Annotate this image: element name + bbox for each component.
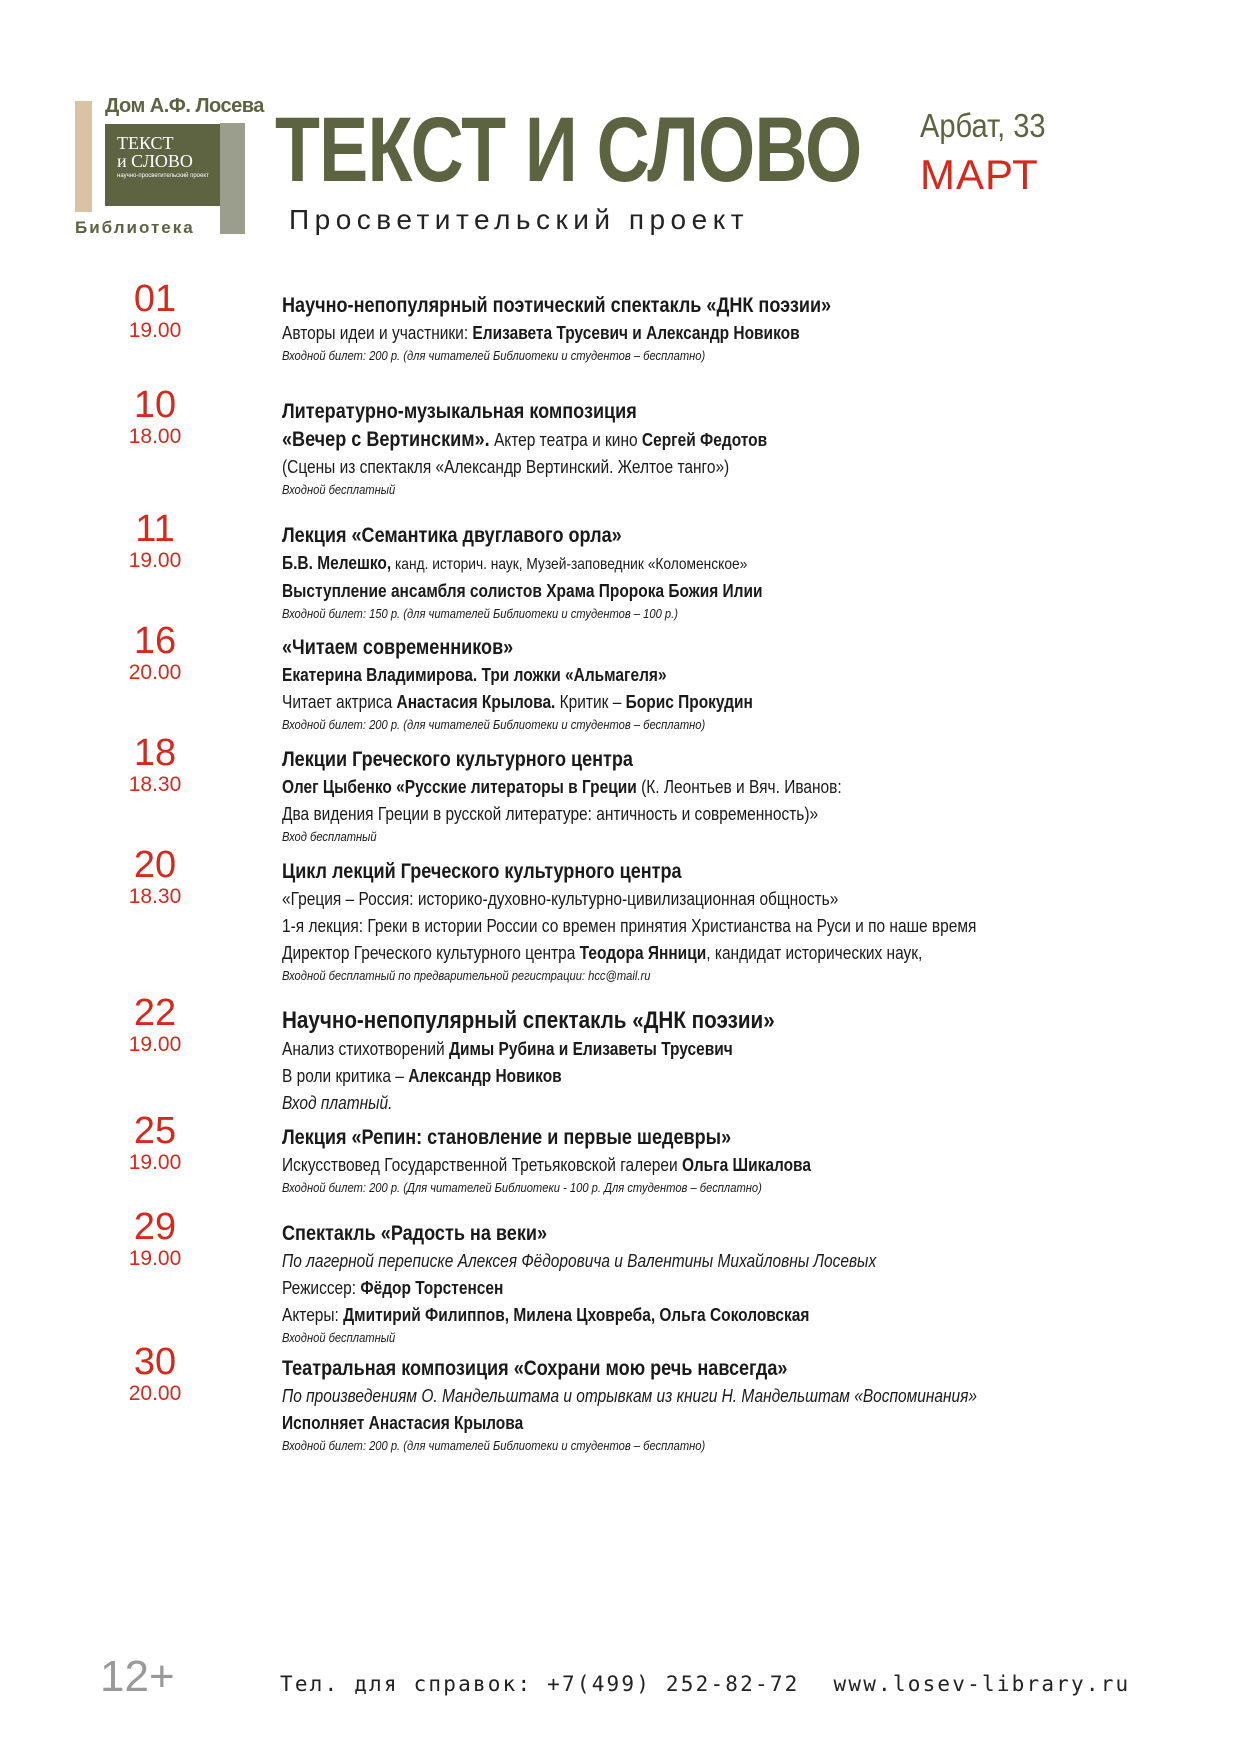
event-day: 11 xyxy=(135,508,175,550)
event-day: 30 xyxy=(133,1341,177,1383)
event-line: «Вечер с Вертинским». Актер театра и кино Сергей Федотов xyxy=(282,428,768,451)
event-time: 19.00 xyxy=(128,549,182,572)
event-title: «Читаем современников» xyxy=(282,636,514,659)
event-body xyxy=(282,1124,1202,1196)
logo-box-line3: научно-просветительский проект xyxy=(117,173,209,179)
event-title: Научно-непопулярный поэтический спектакль «ДНК поэзии» xyxy=(282,294,832,317)
event-line: Авторы идеи и участники: Елизавета Трусевич и Александр Новиков xyxy=(282,323,800,343)
event-body xyxy=(282,1220,1202,1346)
event-time: 18.30 xyxy=(128,773,182,796)
event-day: 29 xyxy=(133,1206,177,1248)
footer-contacts xyxy=(280,1672,1130,1696)
event-line: Екатерина Владимирова. Три ложки «Альмагеля» xyxy=(282,665,667,685)
event-day: 10 xyxy=(133,384,177,426)
event-body xyxy=(282,522,1202,622)
event-body xyxy=(282,398,1202,498)
event-line: Олег Цыбенко «Русские литераторы в Греции (К. Леонтьев и Вяч. Иванов: xyxy=(282,777,842,797)
event-time: 20.00 xyxy=(128,661,182,684)
event-line: Исполняет Анастасия Крылова xyxy=(282,1413,524,1433)
logo-beige-bar xyxy=(75,101,92,212)
library-logo xyxy=(75,95,264,240)
event-title: Литературно-музыкальная композиция xyxy=(282,400,637,423)
event-date xyxy=(115,994,195,1057)
event-title: Лекция «Репин: становление и первые шедевры» xyxy=(282,1126,732,1149)
page-title: ТЕКСТ И СЛОВО xyxy=(275,99,862,201)
logo-bottom-text: Библиотека xyxy=(75,218,195,237)
month-label: МАРТ xyxy=(920,151,1039,198)
event-line: По произведениям О. Мандельштама и отрывкам из книги Н. Мандельштам «Воспоминания» xyxy=(282,1386,977,1406)
event-day: 20 xyxy=(133,844,177,886)
logo-green-box xyxy=(105,124,220,206)
event-time: 20.00 xyxy=(128,1382,182,1405)
event-time: 19.00 xyxy=(128,319,182,342)
event-ticket-note: Входной бесплатный xyxy=(282,1330,396,1345)
event-time: 18.00 xyxy=(128,425,182,448)
event-line: Анализ стихотворений Димы Рубина и Елизаветы Трусевич xyxy=(282,1039,733,1059)
event-day: 25 xyxy=(133,1110,177,1152)
event-date xyxy=(115,622,195,685)
event-ticket-note: Входной билет: 200 р. (для читателей Библиотеки и студентов – бесплатно) xyxy=(282,1438,706,1453)
event-body xyxy=(282,1006,1202,1117)
event-ticket-note: Входной билет: 150 р. (для читателей Библиотеки и студентов – 100 р.) xyxy=(282,606,678,621)
logo-gray-bar xyxy=(220,123,245,234)
event-time: 19.00 xyxy=(128,1033,182,1056)
event-ticket-note: Входной билет: 200 р. (для читателей Библиотеки и студентов – бесплатно) xyxy=(282,348,706,363)
event-ticket-note: Входной билет: 200 р. (для читателей Библиотеки и студентов – бесплатно) xyxy=(282,717,706,732)
event-line: Б.В. Мелешко, канд. историч. наук, Музей-заповедник «Коломенское» xyxy=(282,553,748,573)
event-line: Вход платный. xyxy=(282,1093,393,1113)
event-body xyxy=(282,634,1202,733)
event-line: 1-я лекция: Греки в истории России со времен принятия Христианства на Руси и по наше время xyxy=(282,916,977,936)
logo-box-line2: и СЛОВО xyxy=(117,151,193,171)
event-body xyxy=(282,858,1202,984)
event-date xyxy=(115,280,195,343)
event-date xyxy=(115,510,195,573)
event-day: 16 xyxy=(133,620,177,662)
event-title: Театральная композиция «Сохрани мою речь навсегда» xyxy=(282,1357,788,1380)
event-date xyxy=(115,1343,195,1406)
event-date xyxy=(115,734,195,797)
event-title: Лекции Греческого культурного центра xyxy=(282,748,633,771)
event-ticket-note: Вход бесплатный xyxy=(282,829,377,844)
event-day: 18 xyxy=(133,732,177,774)
event-day: 22 xyxy=(133,992,177,1034)
age-rating: 12+ xyxy=(100,1652,175,1701)
event-date xyxy=(115,846,195,909)
event-line: Читает актриса Анастасия Крылова. Критик – Борис Прокудин xyxy=(282,692,753,712)
page-subtitle: Просветительский проект xyxy=(289,204,750,235)
event-line: Искусствовед Государственной Третьяковской галереи Ольга Шикалова xyxy=(282,1155,811,1175)
event-date xyxy=(115,1208,195,1271)
event-title: Научно-непопулярный спектакль «ДНК поэзии» xyxy=(282,1007,775,1034)
event-date xyxy=(115,386,195,449)
event-line: Два видения Греции в русской литературе: античность и современность)» xyxy=(282,804,819,824)
event-ticket-note: Входной бесплатный xyxy=(282,482,396,497)
event-title: Спектакль «Радость на веки» xyxy=(282,1222,548,1245)
event-time: 19.00 xyxy=(128,1247,182,1270)
event-line: Директор Греческого культурного центра Теодора Янници, кандидат исторических наук, xyxy=(282,943,923,963)
event-line: Режиссер: Фёдор Торстенсен xyxy=(282,1278,504,1298)
event-line: По лагерной переписке Алексея Фёдоровича и Валентины Михайловны Лосевых xyxy=(282,1251,877,1271)
phone-text: Тел. для справок: +7(499) 252-82-72 xyxy=(280,1672,800,1696)
event-body xyxy=(282,292,1202,364)
event-line: (Сцены из спектакля «Александр Вертинский. Желтое танго») xyxy=(282,457,730,477)
event-ticket-note: Входной билет: 200 р. (Для читателей Библиотеки - 100 р. Для студентов – бесплатно) xyxy=(282,1180,762,1195)
event-ticket-note: Входной бесплатный по предварительной регистрации: hcc@mail.ru xyxy=(282,968,651,983)
address: Арбат, 33 xyxy=(920,107,1046,144)
logo-top-text: Дом А.Ф. Лосева xyxy=(105,95,264,117)
event-line: Актеры: Дмитирий Филиппов, Милена Цховреба, Ольга Соколовская xyxy=(282,1305,810,1325)
event-line: Выступление ансамбля солистов Храма Пророка Божия Илии xyxy=(282,581,763,601)
event-day: 01 xyxy=(133,278,177,320)
logo-box-line1: ТЕКСТ xyxy=(117,133,174,153)
event-line: «Греция – Россия: историко-духовно-культурно-цивилизационная общность» xyxy=(282,889,839,909)
event-body xyxy=(282,1355,1202,1454)
event-line: В роли критика – Александр Новиков xyxy=(282,1066,562,1086)
event-title: Цикл лекций Греческого культурного центра xyxy=(282,860,682,883)
event-time: 19.00 xyxy=(128,1151,182,1174)
event-body xyxy=(282,746,1202,845)
event-date xyxy=(115,1112,195,1175)
event-time: 18.30 xyxy=(128,885,182,908)
website-link[interactable]: www.losev-library.ru xyxy=(833,1672,1131,1696)
event-title: Лекция «Семантика двуглавого орла» xyxy=(282,524,622,547)
